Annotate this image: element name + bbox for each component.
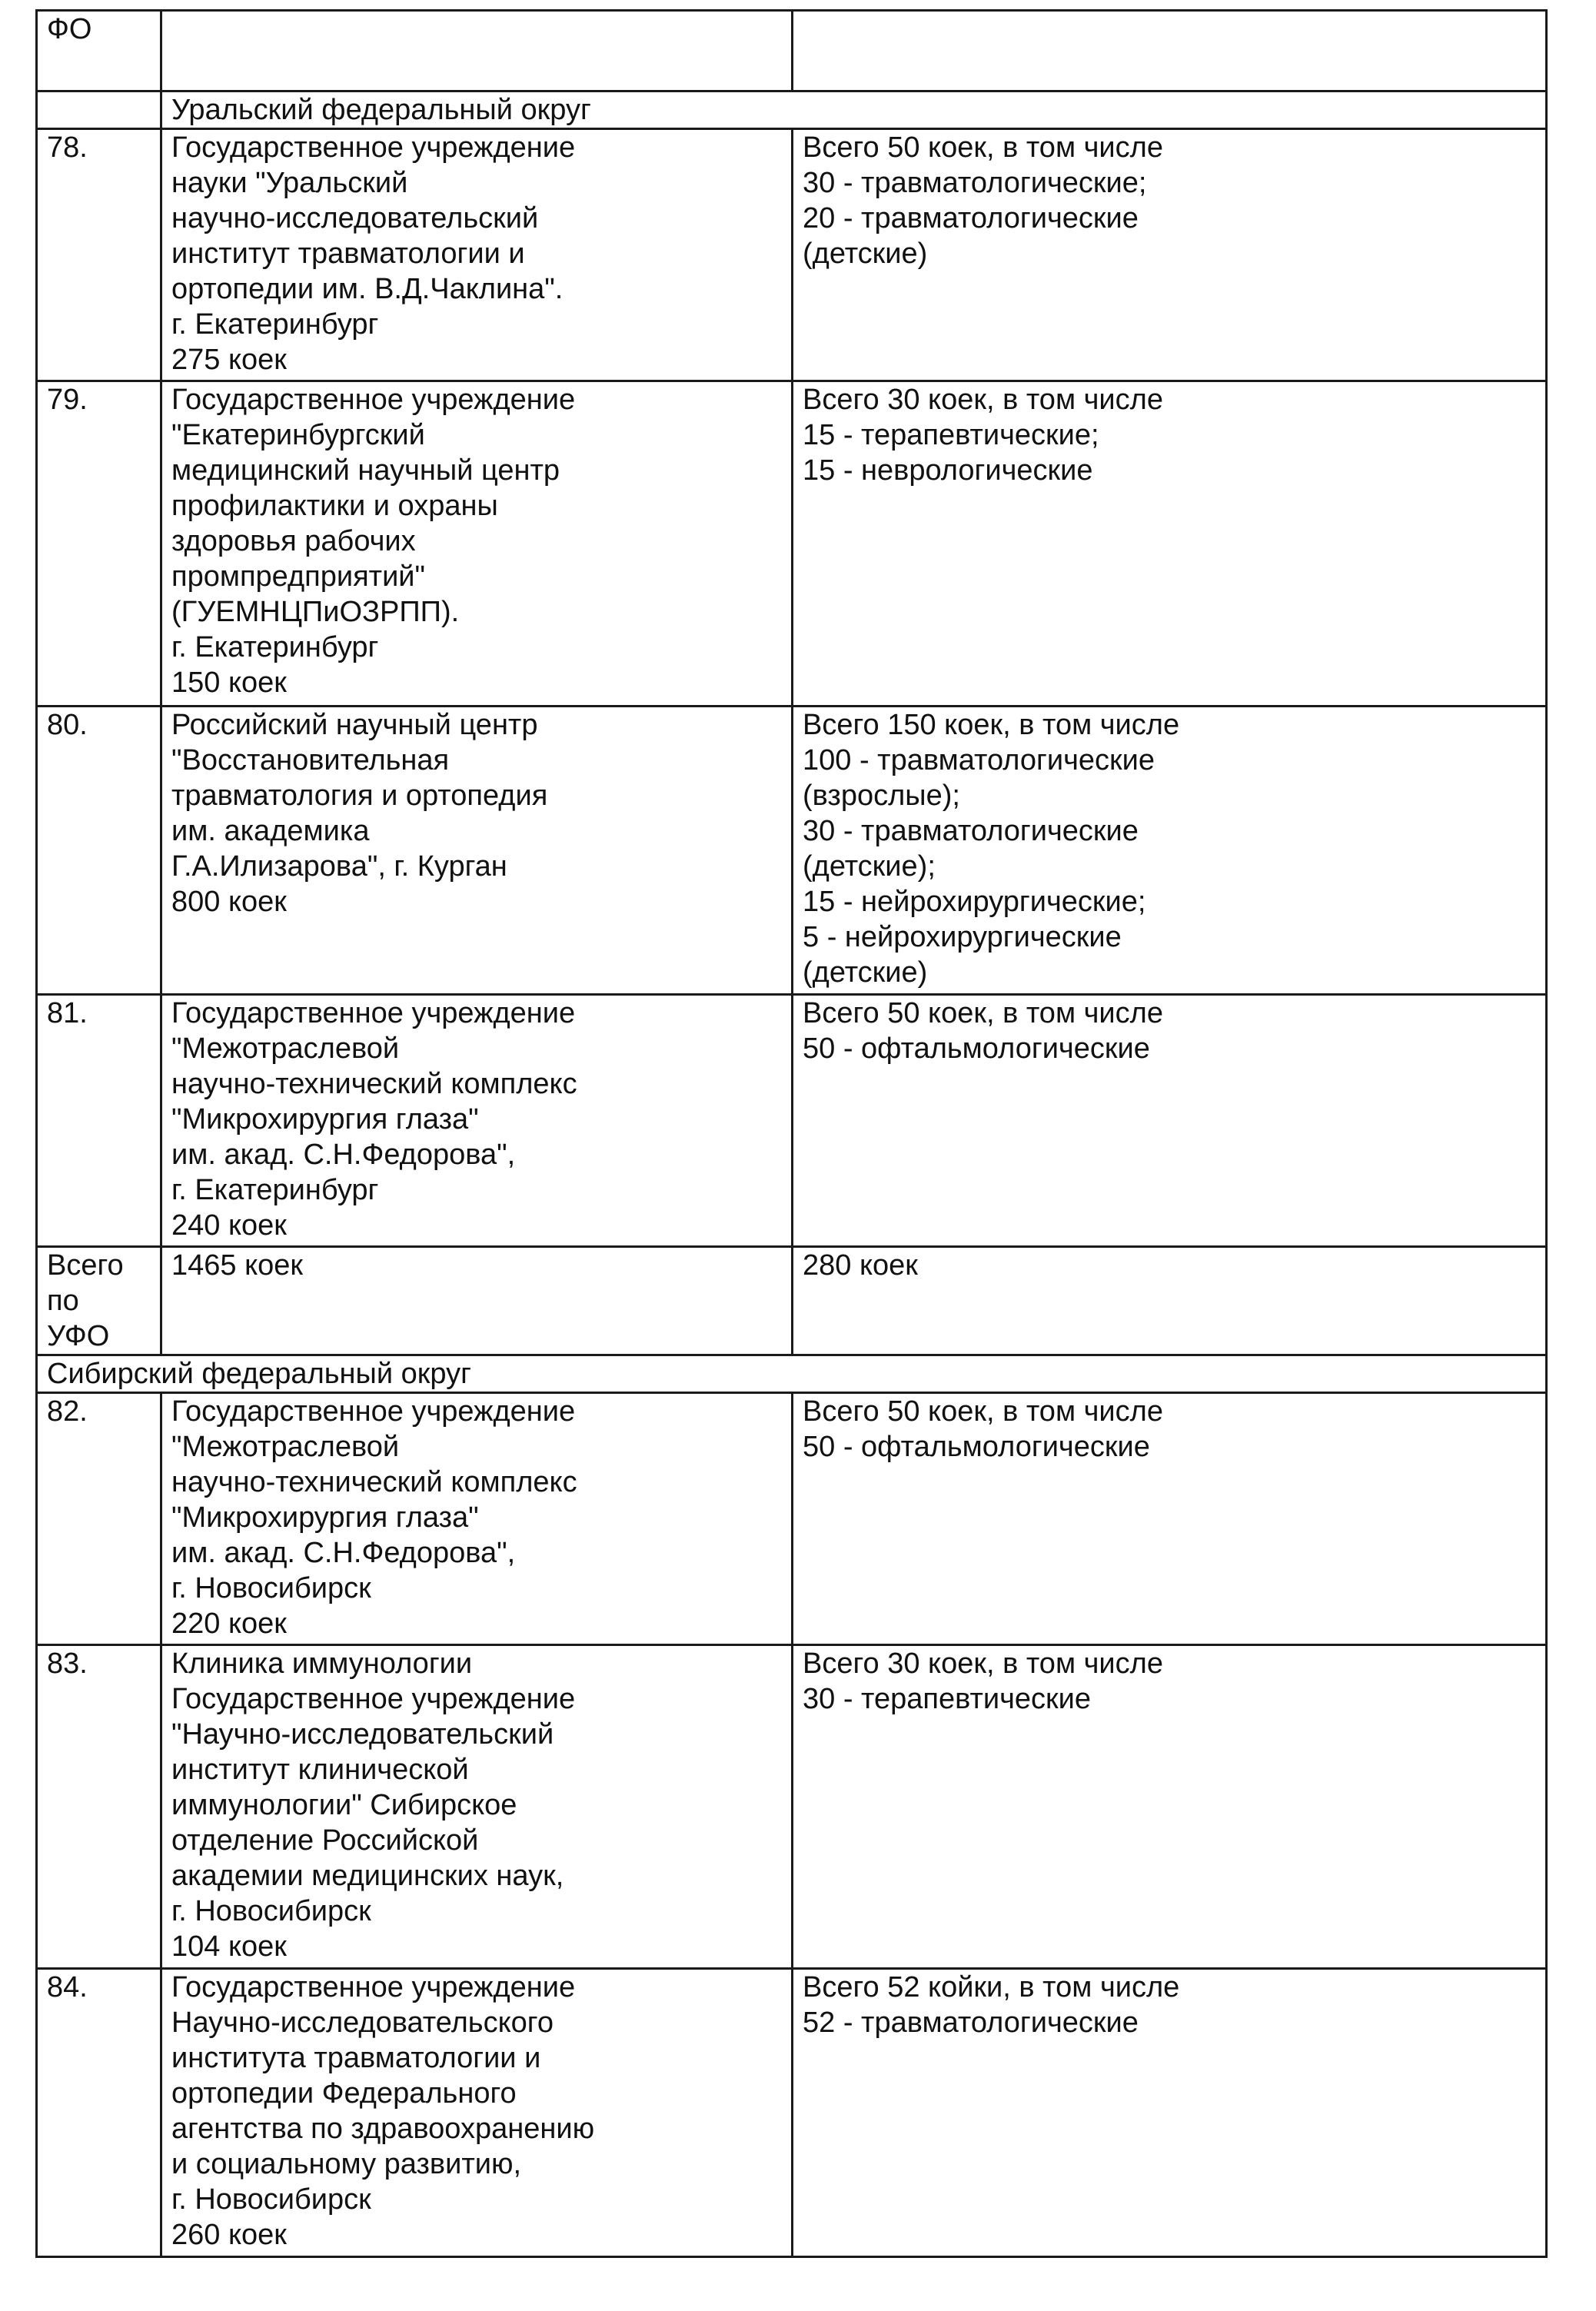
region-row-siberia [37, 1355, 1547, 1393]
table-row [37, 1393, 1547, 1645]
total-institution-beds: 1465 коек [161, 1247, 793, 1355]
row-number: 80. [37, 707, 161, 995]
table-row [37, 129, 1547, 381]
table-row [37, 707, 1547, 995]
institution-cell: Государственное учреждение Научно-исследовательского института травматологии и ортопедии Федерального агентства по здравоохранению и социальному развитию, г. Новосибирск 260 коек [161, 1969, 793, 2257]
row-number: 83. [37, 1645, 161, 1969]
row-number: 81. [37, 995, 161, 1247]
table-header-row [37, 11, 1547, 91]
institution-cell: Государственное учреждение "Екатеринбургский медицинский научный центр профилактики и охраны здоровья рабочих промпредприятий" (ГУЕМНЦПиОЗРПП). г. Екатеринбург 150 коек [161, 381, 793, 707]
beds-cell: Всего 30 коек, в том числе 15 - терапевтические; 15 - неврологические [793, 381, 1547, 707]
beds-cell: Всего 30 коек, в том числе 30 - терапевтические [793, 1645, 1547, 1969]
total-row-ufo [37, 1247, 1547, 1355]
region-title-ural: Уральский федеральный округ [161, 91, 1547, 129]
row-number: 79. [37, 381, 161, 707]
institution-cell: Государственное учреждение "Межотраслевой научно-технический комплекс "Микрохирургия глаза" им. акад. С.Н.Федорова", г. Екатеринбург 240 коек [161, 995, 793, 1247]
row-number: 78. [37, 129, 161, 381]
table-row [37, 1645, 1547, 1969]
beds-cell: Всего 50 коек, в том числе 50 - офтальмологические [793, 995, 1547, 1247]
header-beds-cell [793, 11, 1547, 91]
row-number: 84. [37, 1969, 161, 2257]
beds-cell: Всего 50 коек, в том числе 50 - офтальмологические [793, 1393, 1547, 1645]
header-institution-cell [161, 11, 793, 91]
beds-cell: Всего 150 коек, в том числе 100 - травматологические (взрослые); 30 - травматологические (детские); 15 - нейрохирургические; 5 - нейрохирургические (детские) [793, 707, 1547, 995]
institution-cell: Клиника иммунологии Государственное учреждение "Научно-исследовательский институт клинической иммунологии" Сибирское отделение Российской академии медицинских наук, г. Новосибирск 104 коек [161, 1645, 793, 1969]
table-row [37, 995, 1547, 1247]
table-row [37, 381, 1547, 707]
beds-cell: Всего 52 койки, в том числе 52 - травматологические [793, 1969, 1547, 2257]
beds-table [35, 9, 1548, 2258]
table-row [37, 1969, 1547, 2257]
institution-cell: Государственное учреждение "Межотраслевой научно-технический комплекс "Микрохирургия глаза" им. акад. С.Н.Федорова", г. Новосибирск 220 коек [161, 1393, 793, 1645]
region-title-siberia: Сибирский федеральный округ [37, 1355, 1547, 1393]
institution-cell: Российский научный центр "Восстановительная травматология и ортопедия им. академика Г.А.Илизарова", г. Курган 800 коек [161, 707, 793, 995]
region-empty-cell [37, 91, 161, 129]
institution-cell: Государственное учреждение науки "Уральский научно-исследовательский институт травматологии и ортопедии им. В.Д.Чаклина". г. Екатеринбург 275 коек [161, 129, 793, 381]
region-row-ural [37, 91, 1547, 129]
beds-cell: Всего 50 коек, в том числе 30 - травматологические; 20 - травматологические (детские) [793, 129, 1547, 381]
header-fo-cell: ФО [37, 11, 161, 91]
total-label: Всего по УФО [37, 1247, 161, 1355]
row-number: 82. [37, 1393, 161, 1645]
total-allocated-beds: 280 коек [793, 1247, 1547, 1355]
